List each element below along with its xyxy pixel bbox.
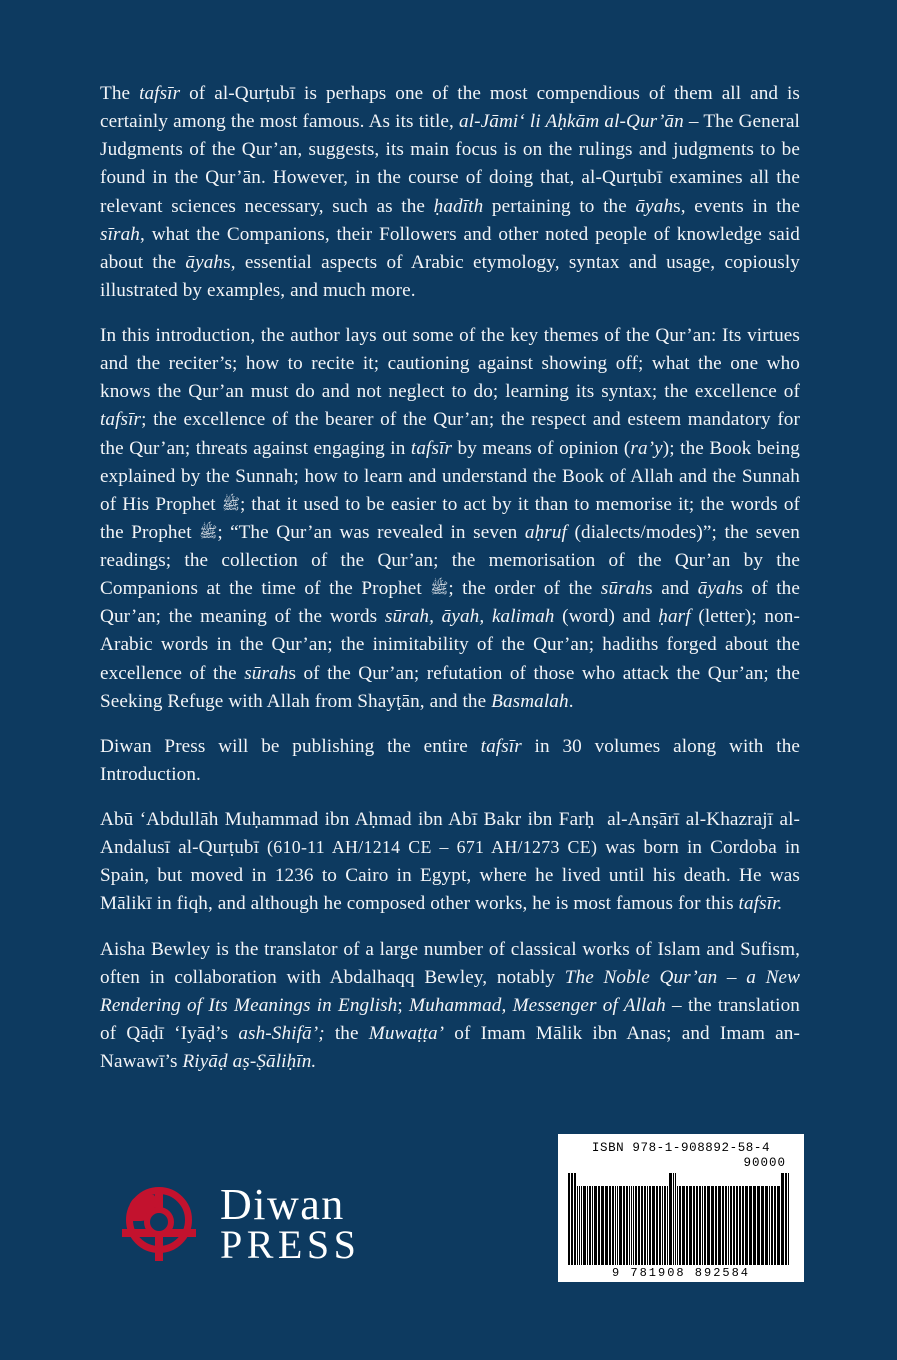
publisher-logo — [118, 1179, 361, 1267]
diwan-press-logo-icon — [118, 1183, 200, 1265]
isbn-barcode — [558, 1134, 804, 1282]
paragraph-tafsir-description: The tafsīr of al-Qurṭubī is perhaps one of the most compendious of them all and is certainly among the most famous. As its title, al-Jāmi‘ li Aḥkām al-Qur’ān – The General Judgments of the Qur’an, suggests, its main focus is on the rulings and judgments to be found in the Qur’ān. However, in the course of doing that, al-Qurṭubī examines all the relevant sciences necessary, such as the ḥadīth pertaining to the āyahs, events in the sīrah, what the Companions, their Followers and other noted people of knowledge said about the āyahs, essential aspects of Arabic etymology, syntax and usage, copiously illustrated by examples, and much more. — [100, 83, 801, 301]
cover-footer — [0, 1100, 897, 1360]
paragraph-introduction-themes: In this introduction, the author lays out some of the key themes of the Qur’an: Its virtues and the reciter’s; how to recite it; cautioning against showing off; what the one who knows the Qur’an must do and not neglect to do; learning its syntax; the excellence of tafsīr; the excellence of the bearer of the Qur’an; the respect and esteem mandatory for the Qur’an; threats against engaging in tafsīr by means of opinion (ra’y); the Book being explained by the Sunnah; how to learn and understand the Book of Allah and the Sunnah of His Prophet ﷺ; that it used to be easier to act by it than to memorise it; the words of the Prophet ﷺ; “The Qur’an was revealed in seven aḥruf (dialects/modes)”; the seven readings; the collection of the Qur’an; the memorisation of the Qur’an by the Companions at the time of the Prophet ﷺ; the order of the sūrahs and āyahs of the Qur’an; the meaning of the words sūrah, āyah, kalimah (word) and ḥarf (letter); non-Arabic words in the Qur’an; the inimitability of the Qur’an; hadiths forged about the excellence of the sūrahs of the Qur’an; refutation of those who attack the Qur’an; the Seeking Refuge with Allah from Shayṭān, and the Basmalah. — [100, 325, 801, 712]
publisher-name-line1: Diwan — [220, 1179, 345, 1229]
paragraph-author-biography: Abū ‘Abdullāh Muḥammad ibn Aḥmad ibn Abī Bakr ibn Farḥ al-Anṣārī al-Khazrajī al-Andalusī al-Qurṭubī (610-11 AH/1214 CE – 671 AH/1273 CE) was born in Cordoba in Spain, but moved in 1236 to Cairo in Egypt, where he lived until his death. He was Mālikī in fiqh, and although he composed other works, he is most famous for this tafsīr. — [100, 809, 800, 915]
sallallahu-alayhi-wasallam-icon: ﷺ — [199, 524, 218, 541]
blurb-text-block — [100, 80, 800, 1076]
sallallahu-alayhi-wasallam-icon: ﷺ — [430, 580, 449, 597]
sallallahu-alayhi-wasallam-icon: ﷺ — [221, 496, 240, 513]
ean-supplement-text: 90000 — [743, 1156, 786, 1170]
isbn-text: ISBN 978-1-908892-58-4 — [591, 1141, 771, 1155]
barcode-bars — [566, 1173, 796, 1265]
paragraph-publishing-plan: Diwan Press will be publishing the entire tafsīr in 30 volumes along with the Introduction. — [100, 735, 801, 785]
publisher-name-line2: PRESS — [220, 1221, 361, 1267]
publisher-name — [220, 1179, 361, 1267]
barcode-digits: 9 781908 892584 — [611, 1266, 751, 1280]
paragraph-translator-biography: Aisha Bewley is the translator of a large number of classical works of Islam and Sufism, often in collaboration with Abdalhaqq Bewley, notably The Noble Qur’an – a New Rendering of Its Meanings in English; Muhammad, Messenger of Allah – the translation of Qāḍī ‘Iyāḍ’s ash-Shifā’; the Muwaṭṭa’ of Imam Mālik ibn Anas; and Imam an-Nawawī’s Riyāḍ aṣ-Ṣāliḥīn. — [100, 938, 800, 1072]
